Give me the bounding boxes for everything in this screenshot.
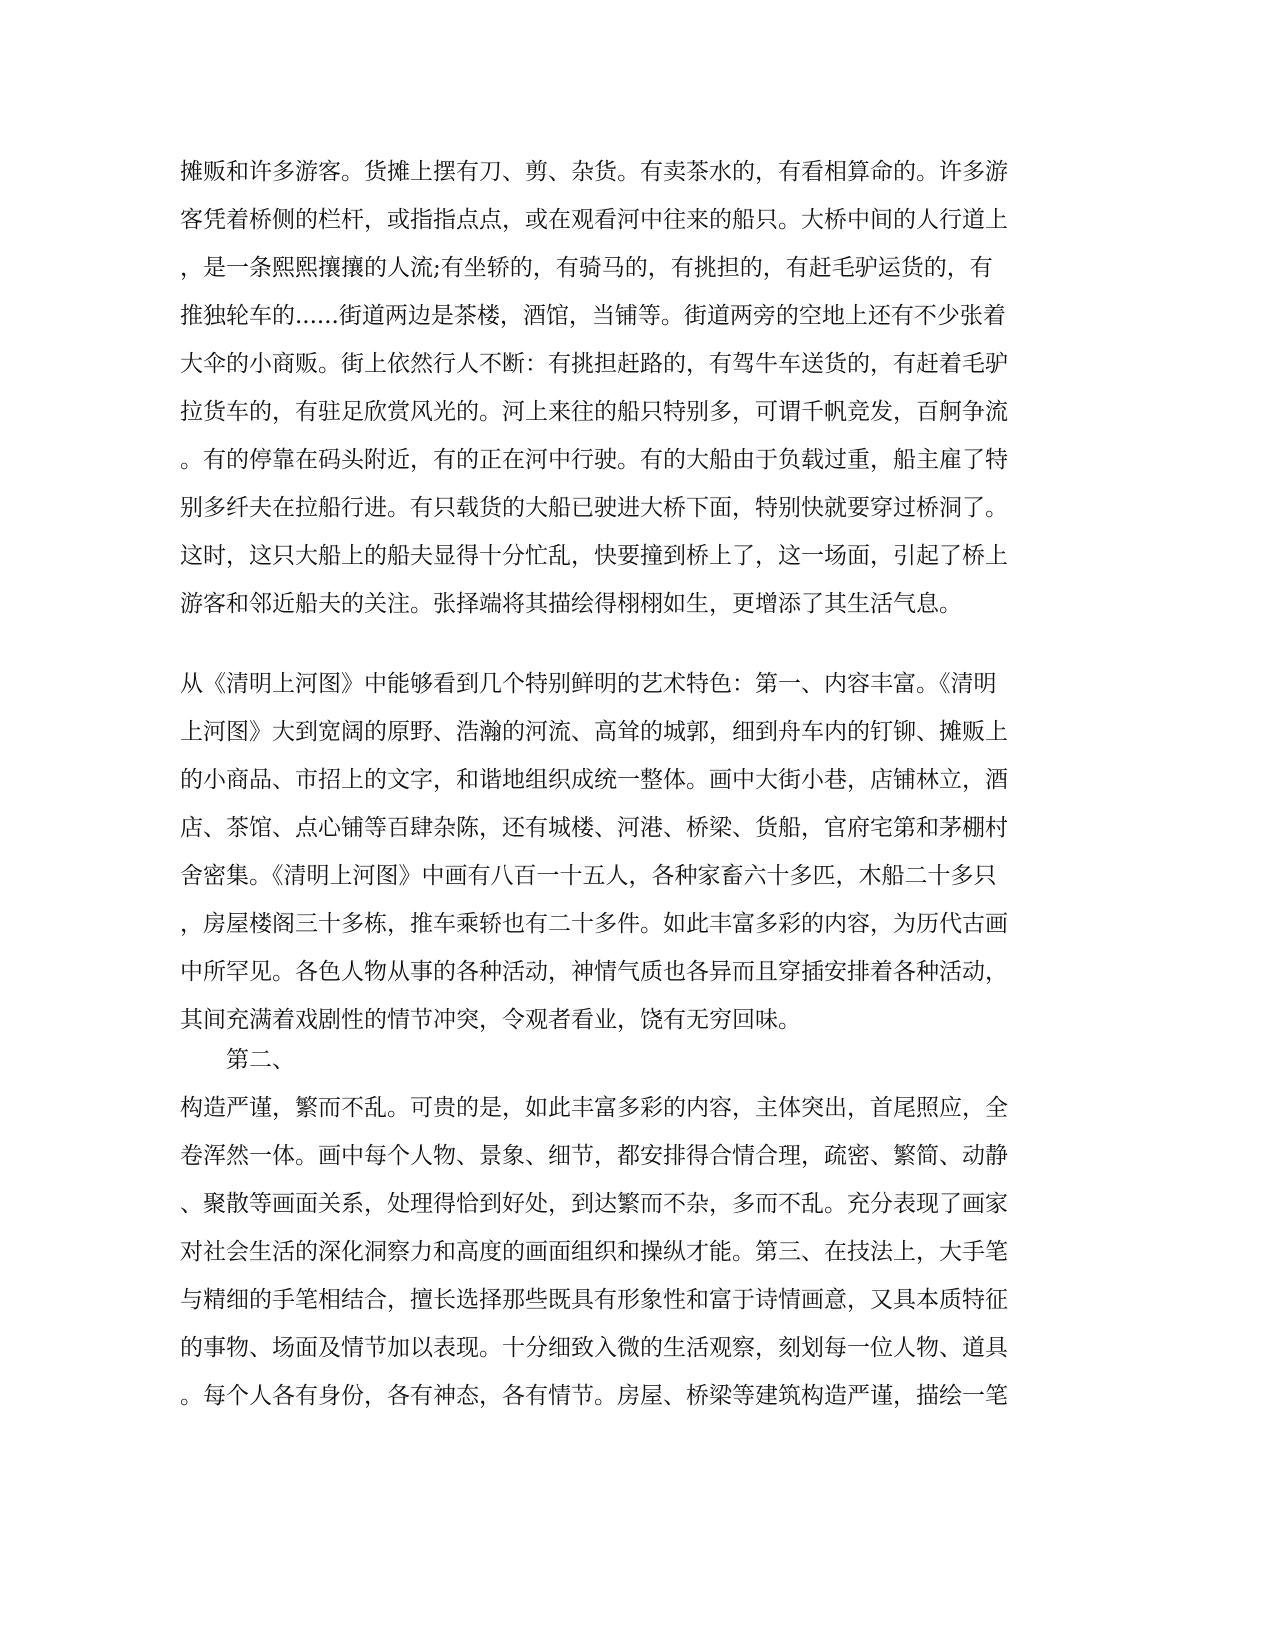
- paragraph-1: [180, 148, 1080, 628]
- text-line: 店、茶馆、点心铺等百肆杂陈，还有城楼、河港、桥梁、货船，官府宅第和茅棚村: [180, 815, 1008, 841]
- text-line: 上河图》大到宽阔的原野、浩瀚的河流、高耸的城郭，细到舟车内的钉铆、摊贩上: [180, 719, 1008, 745]
- paragraph-3: [180, 1036, 1080, 1420]
- text-line: 的事物、场面及情节加以表现。十分细致入微的生活观察，刻划每一位人物、道具: [180, 1335, 1008, 1361]
- text-line: 其间充满着戏剧性的情节冲突，令观者看业，饶有无穷回味。: [180, 1007, 801, 1033]
- text-line: 、聚散等画面关系，处理得恰到好处，到达繁而不杂，多而不乱。充分表现了画家: [180, 1191, 1008, 1217]
- section-heading: 第二、: [226, 1047, 295, 1073]
- text-line: 客凭着桥侧的栏杆，或指指点点，或在观看河中往来的船只。大桥中间的人行道上: [180, 207, 1008, 233]
- text-line: 构造严谨，繁而不乱。可贵的是，如此丰富多彩的内容，主体突出，首尾照应，全: [180, 1095, 1008, 1121]
- text-line: 。有的停靠在码头附近，有的正在河中行驶。有的大船由于负载过重，船主雇了特: [180, 447, 1008, 473]
- text-line: 的小商品、市招上的文字，和谐地组织成统一整体。画中大街小巷，店铺林立，酒: [180, 767, 1008, 793]
- text-line: 卷浑然一体。画中每个人物、景象、细节，都安排得合情合理，疏密、繁简、动静: [180, 1143, 1008, 1169]
- text-line: 别多纤夫在拉船行进。有只载货的大船已驶进大桥下面，特别快就要穿过桥洞了。: [180, 495, 1008, 521]
- text-line: ，房屋楼阁三十多栋，推车乘轿也有二十多件。如此丰富多彩的内容，为历代古画: [180, 911, 1008, 937]
- text-line: 对社会生活的深化洞察力和高度的画面组织和操纵才能。第三、在技法上，大手笔: [180, 1239, 1008, 1265]
- paragraph-2: [180, 660, 1080, 1044]
- text-line: 这时，这只大船上的船夫显得十分忙乱，快要撞到桥上了，这一场面，引起了桥上: [180, 543, 1008, 569]
- text-line: 。每个人各有身份，各有神态，各有情节。房屋、桥梁等建筑构造严谨，描绘一笔: [180, 1383, 1008, 1409]
- text-line: 与精细的手笔相结合，擅长选择那些既具有形象性和富于诗情画意，又具本质特征: [180, 1287, 1008, 1313]
- text-line: 游客和邻近船夫的关注。张择端将其描绘得栩栩如生，更增添了其生活气息。: [180, 591, 962, 617]
- text-line: 从《清明上河图》中能够看到几个特别鲜明的艺术特色：第一、内容丰富。《清明: [180, 671, 997, 697]
- text-line: ，是一条熙熙攘攘的人流;有坐轿的，有骑马的，有挑担的，有赶毛驴运货的，有: [180, 255, 993, 281]
- text-line: 摊贩和许多游客。货摊上摆有刀、剪、杂货。有卖茶水的，有看相算命的。许多游: [180, 159, 1008, 185]
- text-line: 中所罕见。各色人物从事的各种活动，神情气质也各异而且穿插安排着各种活动，: [180, 959, 1008, 985]
- text-line: 拉货车的，有驻足欣赏风光的。河上来往的船只特别多，可谓千帆竞发，百舸争流: [180, 399, 1008, 425]
- text-line: 推独轮车的......街道两边是茶楼，酒馆，当铺等。街道两旁的空地上还有不少张着: [180, 303, 1006, 329]
- text-line: 舍密集。《清明上河图》中画有八百一十五人，各种家畜六十多匹，木船二十多只: [180, 863, 997, 889]
- text-line: 大伞的小商贩。街上依然行人不断：有挑担赶路的，有驾牛车送货的，有赶着毛驴: [180, 351, 1008, 377]
